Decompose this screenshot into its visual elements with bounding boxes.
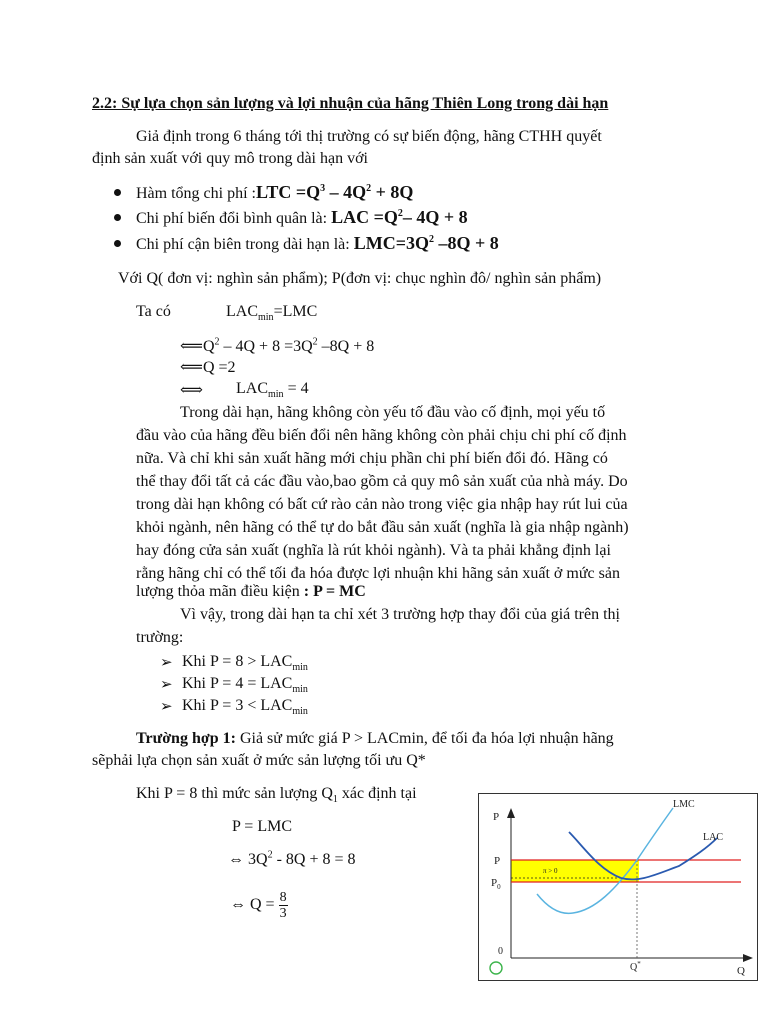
case-item-3: Khi $P = 3 < LAC_{min}$ (182, 697, 308, 718)
bullet-dot-3 (114, 240, 121, 247)
condition-line (136, 583, 366, 601)
lac-min-equation: $LAC_{min}=LMC$ (226, 303, 318, 324)
y-axis-label: P (493, 811, 500, 823)
derivation-step-3-arrow: ⟺ (180, 382, 203, 399)
bullet-lmc-label: Chi phí cận biên trong dài hạn là: (136, 236, 354, 253)
arrow-bullet-icon: ➢ (160, 699, 173, 715)
qstar-label (630, 960, 641, 973)
x-axis-arrow-icon (743, 954, 753, 962)
paragraph-line-4: thể thay đổi tất cả các đầu vào,bao gồm cả quy mô sản xuất của nhà máy. Do (136, 473, 628, 490)
profit-area (511, 860, 639, 882)
lmc-label: LMC (673, 799, 695, 810)
bullet-ltc (136, 182, 413, 203)
case1-when: Khi P = 8 thì mức sản lượng $Q_1$ xác định tại (136, 785, 417, 806)
x-axis-label: Q (737, 965, 745, 977)
case1-eq-3 (230, 890, 288, 921)
units-note: Với Q( đơn vị: nghìn sản phẩm); P(đơn vị: chục nghìn đô/ nghìn sản phẩm) (118, 270, 602, 287)
bullet-ltc-formula: LTC $=Q^3 - 4Q^2 + 8Q$ (255, 182, 414, 202)
case1-line-2: sẽphải lựa chọn sản xuất ở mức sản lượng tối ưu Q* (92, 752, 426, 769)
paragraph-line-6: khỏi ngành, nên hãng có thể tự do bắt đầu sản xuất (nghĩa là gia nhập ngành) (136, 519, 629, 536)
paragraph-line-3: nữa. Và chỉ khi sản xuất hãng mới chịu phần chi phí biến đổi đó. Hãng có (136, 450, 608, 467)
bullet-dot-2 (114, 214, 121, 221)
qstar-base: Q (630, 962, 638, 973)
y-axis-arrow-icon (507, 808, 515, 818)
case1-line-1 (136, 730, 614, 748)
fraction-denominator: 3 (279, 906, 287, 921)
case1-eq-3-prefix: ⇔ Q = (230, 896, 279, 914)
profit-label: π > 0 (543, 867, 558, 875)
bullet-lac-formula: LAC $=Q^2-$ 4Q + 8 (331, 207, 468, 227)
paragraph-line-1: Trong dài hạn, hãng không còn yếu tố đầu vào cố định, mọi yếu tố (180, 404, 606, 421)
case-item-2: Khi $P = 4 = LAC_{min}$ (182, 675, 308, 696)
ta-co-label: Ta có (136, 303, 171, 320)
p0-sub: 0 (497, 883, 501, 891)
section-heading: 2.2: Sự lựa chọn sản lượng và lợi nhuận của hãng Thiên Long trong dài hạn (92, 95, 609, 112)
green-circle-icon (490, 962, 502, 974)
condition-text: lượng thỏa mãn điều kiện (136, 583, 304, 600)
fraction-numerator: 8 (279, 890, 287, 905)
paragraph-line-5: trong dài hạn không có bất cứ rào cản nào trong việc gia nhập hay rút lui của (136, 496, 628, 513)
cases-intro-line-1: Vì vậy, trong dài hạn ta chỉ xét 3 trường hợp thay đổi của giá trên thị (180, 606, 620, 623)
case1-eq-1: P = LMC (232, 818, 292, 835)
bullet-lac (136, 207, 468, 228)
arrow-bullet-icon: ➢ (160, 677, 173, 693)
paragraph-line-8: rằng hãng chỉ có thể tối đa hóa được lợi nhuận khi hãng sản xuất ở mức sản (136, 565, 620, 582)
bullet-lmc-formula: $LMC=3Q^2$ –8Q + 8 (353, 233, 499, 253)
fraction-8-3 (279, 890, 288, 921)
case1-text-1: Giả sử mức giá P > LACmin, để tối đa hóa lợi nhuận hãng (235, 730, 614, 747)
derivation-step-1: $⟸Q^2 - 4Q + 8 =3Q^2$ –8Q + 8 (180, 336, 375, 355)
derivation-step-3: $LAC_{min} = 4$ (236, 380, 309, 401)
bullet-lac-label: Chi phí biến đổi bình quân là: (136, 210, 332, 227)
intro-line-1: Giả định trong 6 tháng tới thị trường có sự biến động, hãng CTHH quyết (136, 128, 602, 145)
chart-svg (479, 794, 757, 980)
case1-title: Trường hợp 1: (136, 730, 236, 747)
paragraph-line-2: đầu vào của hãng đều biến đổi nên hãng không còn phải chịu chi phí cố định (136, 427, 627, 444)
origin-label: 0 (498, 946, 503, 957)
condition-pmc: : P = MC (303, 583, 366, 600)
paragraph-line-7: hay đóng cửa sản xuất (nghĩa là rút khỏi ngành). Và ta phải khẳng định lại (136, 542, 611, 559)
derivation-step-2: ⟸Q =2 (180, 359, 236, 376)
intro-line-2: định sản xuất với quy mô trong dài hạn với (92, 150, 368, 167)
price-label-p: P (494, 855, 501, 867)
p0-base: P (491, 877, 498, 889)
cost-curve-chart (478, 793, 758, 981)
bullet-dot-1 (114, 189, 121, 196)
lac-label: LAC (703, 832, 723, 843)
bullet-lmc (136, 233, 499, 254)
case-item-1: Khi $P = 8 > LAC_{min}$ (182, 653, 308, 674)
cases-intro-line-2: trường: (136, 629, 184, 646)
price-label-p0 (491, 877, 501, 891)
arrow-bullet-icon: ➢ (160, 655, 173, 671)
qstar-sup: * (637, 960, 641, 968)
case1-eq-2: ⇔ $3Q^2 - 8Q + 8 = 8$ (228, 849, 356, 868)
bullet-ltc-label: Hàm tổng chi phí : (136, 185, 256, 202)
